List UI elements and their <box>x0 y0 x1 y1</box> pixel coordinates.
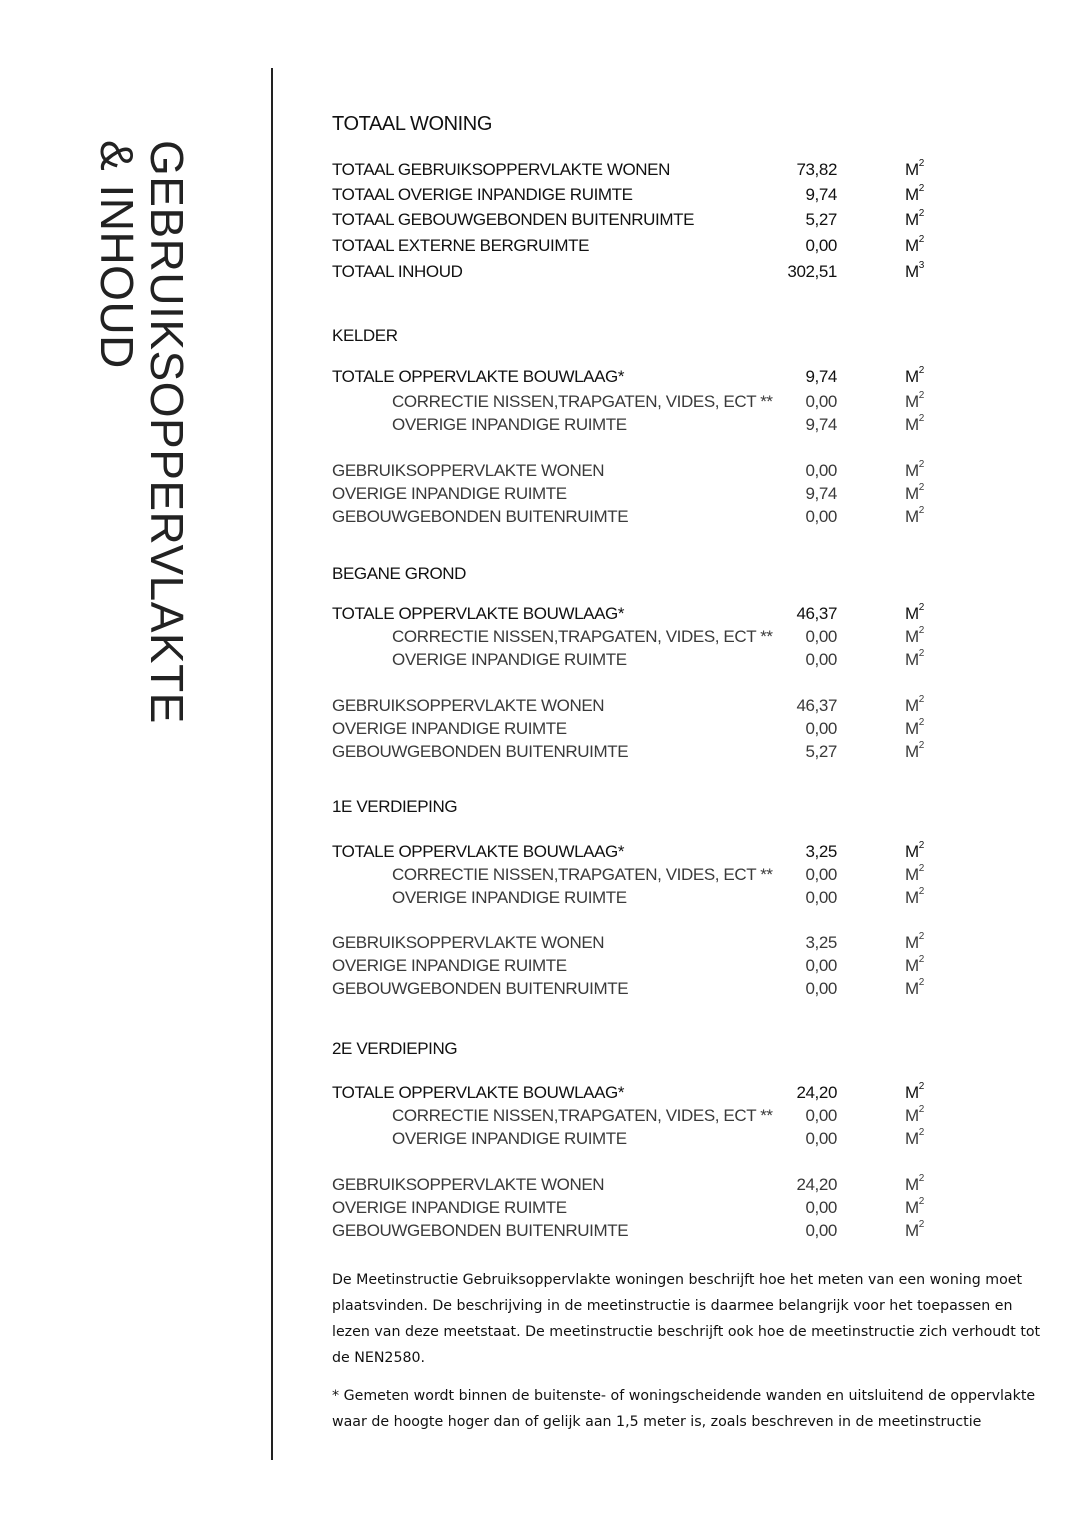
row-value: 0,00 <box>805 1106 837 1125</box>
table-row <box>332 414 932 436</box>
row-value: 0,00 <box>805 719 837 738</box>
row-value: 0,00 <box>805 956 837 975</box>
row-label: GEBRUIKSOPPERVLAKTE WONEN <box>332 1175 605 1194</box>
unit-base: M <box>905 461 919 480</box>
table-row <box>332 887 932 909</box>
unit-base: M <box>905 484 919 503</box>
unit-exponent: 2 <box>918 717 924 728</box>
unit-exponent: 2 <box>918 459 924 470</box>
totaal-heading: TOTAAL WONING <box>332 113 492 135</box>
unit-exponent: 2 <box>918 158 924 169</box>
row-label: CORRECTIE NISSEN,TRAPGATEN, VIDES, ECT ** <box>392 627 773 646</box>
table-row <box>332 1174 932 1196</box>
row-value: 0,00 <box>805 888 837 907</box>
table-row <box>332 159 932 181</box>
row-label: OVERIGE INPANDIGE RUIMTE <box>332 484 567 503</box>
unit-exponent: 2 <box>918 183 924 194</box>
row-unit <box>905 741 924 763</box>
unit-base: M <box>905 1221 919 1240</box>
table-row <box>332 718 932 740</box>
row-unit <box>905 978 924 1000</box>
row-label: CORRECTIE NISSEN,TRAPGATEN, VIDES, ECT ** <box>392 1106 773 1125</box>
table-row <box>332 209 932 231</box>
table-row <box>332 483 932 505</box>
row-label: OVERIGE INPANDIGE RUIMTE <box>392 415 627 434</box>
table-row <box>332 1105 932 1127</box>
row-value: 0,00 <box>805 392 837 411</box>
unit-base: M <box>905 160 919 179</box>
row-unit <box>905 460 924 482</box>
unit-exponent: 2 <box>918 840 924 851</box>
row-value: 9,74 <box>805 415 837 434</box>
unit-base: M <box>905 236 919 255</box>
row-value: 46,37 <box>796 604 837 623</box>
row-label: OVERIGE INPANDIGE RUIMTE <box>332 956 567 975</box>
side-title <box>92 140 192 724</box>
unit-exponent: 2 <box>918 390 924 401</box>
side-title-line1: GEBRUIKSOPPERVLAKTE <box>141 140 193 724</box>
row-value: 3,25 <box>805 933 837 952</box>
unit-base: M <box>905 842 919 861</box>
row-value: 0,00 <box>805 627 837 646</box>
row-unit <box>905 209 924 231</box>
row-unit <box>905 1082 924 1104</box>
row-label: GEBOUWGEBONDEN BUITENRUIMTE <box>332 1221 629 1240</box>
unit-base: M <box>905 888 919 907</box>
row-label: TOTALE OPPERVLAKTE BOUWLAAG* <box>332 367 625 386</box>
row-label: TOTAAL EXTERNE BERGRUIMTE <box>332 236 590 255</box>
row-label: TOTALE OPPERVLAKTE BOUWLAAG* <box>332 1083 625 1102</box>
unit-base: M <box>905 1106 919 1125</box>
section-heading: 2E VERDIEPING <box>332 1039 458 1058</box>
unit-exponent: 2 <box>918 1173 924 1184</box>
unit-exponent: 2 <box>918 234 924 245</box>
table-row <box>332 1197 932 1219</box>
unit-exponent: 3 <box>918 260 924 271</box>
row-value: 0,00 <box>805 236 837 255</box>
row-unit <box>905 626 924 648</box>
unit-exponent: 2 <box>918 1196 924 1207</box>
row-value: 73,82 <box>796 160 837 179</box>
table-row <box>332 603 932 625</box>
unit-exponent: 2 <box>918 482 924 493</box>
row-value: 0,00 <box>805 1129 837 1148</box>
unit-base: M <box>905 719 919 738</box>
unit-base: M <box>905 415 919 434</box>
row-value: 0,00 <box>805 461 837 480</box>
row-label: OVERIGE INPANDIGE RUIMTE <box>392 1129 627 1148</box>
row-value: 302,51 <box>787 262 837 281</box>
unit-exponent: 2 <box>918 625 924 636</box>
table-row <box>332 978 932 1000</box>
row-label: TOTAAL INHOUD <box>332 262 463 281</box>
row-value: 3,25 <box>805 842 837 861</box>
unit-base: M <box>905 742 919 761</box>
row-label: TOTAAL GEBOUWGEBONDEN BUITENRUIMTE <box>332 210 695 229</box>
row-value: 0,00 <box>805 1221 837 1240</box>
unit-base: M <box>905 956 919 975</box>
row-label: CORRECTIE NISSEN,TRAPGATEN, VIDES, ECT ** <box>392 865 773 884</box>
table-row <box>332 460 932 482</box>
unit-base: M <box>905 1175 919 1194</box>
vertical-divider <box>271 68 273 1460</box>
table-row <box>332 741 932 763</box>
table-row <box>332 841 932 863</box>
unit-exponent: 2 <box>918 602 924 613</box>
table-row <box>332 649 932 671</box>
unit-exponent: 2 <box>918 931 924 942</box>
unit-exponent: 2 <box>918 886 924 897</box>
row-label: TOTAAL OVERIGE INPANDIGE RUIMTE <box>332 185 633 204</box>
unit-base: M <box>905 627 919 646</box>
table-row <box>332 391 932 413</box>
row-unit <box>905 391 924 413</box>
row-unit <box>905 1128 924 1150</box>
table-row <box>332 1082 932 1104</box>
table-row <box>332 184 932 206</box>
row-unit <box>905 932 924 954</box>
row-unit <box>905 261 924 283</box>
row-label: TOTAAL GEBRUIKSOPPERVLAKTE WONEN <box>332 160 670 179</box>
unit-base: M <box>905 650 919 669</box>
row-value: 9,74 <box>805 367 837 386</box>
row-unit <box>905 506 924 528</box>
unit-base: M <box>905 1198 919 1217</box>
row-label: TOTALE OPPERVLAKTE BOUWLAAG* <box>332 604 625 623</box>
row-value: 0,00 <box>805 865 837 884</box>
unit-base: M <box>905 604 919 623</box>
row-unit <box>905 1174 924 1196</box>
section-heading: BEGANE GROND <box>332 564 467 583</box>
table-row <box>332 235 932 257</box>
unit-base: M <box>905 210 919 229</box>
row-unit <box>905 695 924 717</box>
table-row <box>332 932 932 954</box>
row-label: CORRECTIE NISSEN,TRAPGATEN, VIDES, ECT ** <box>392 392 773 411</box>
unit-base: M <box>905 507 919 526</box>
unit-exponent: 2 <box>918 740 924 751</box>
row-unit <box>905 1105 924 1127</box>
row-label: GEBOUWGEBONDEN BUITENRUIMTE <box>332 742 629 761</box>
row-unit <box>905 235 924 257</box>
unit-exponent: 2 <box>918 505 924 516</box>
unit-exponent: 2 <box>918 1104 924 1115</box>
table-row <box>332 506 932 528</box>
row-unit <box>905 1220 924 1242</box>
row-label: GEBRUIKSOPPERVLAKTE WONEN <box>332 933 605 952</box>
row-unit <box>905 841 924 863</box>
row-value: 0,00 <box>805 507 837 526</box>
unit-exponent: 2 <box>918 1219 924 1230</box>
unit-base: M <box>905 262 919 281</box>
row-value: 24,20 <box>796 1083 837 1102</box>
row-value: 0,00 <box>805 979 837 998</box>
table-row <box>332 1128 932 1150</box>
row-unit <box>905 955 924 977</box>
row-unit <box>905 366 924 388</box>
row-value: 0,00 <box>805 650 837 669</box>
unit-base: M <box>905 1129 919 1148</box>
unit-exponent: 2 <box>918 954 924 965</box>
row-value: 5,27 <box>805 210 837 229</box>
row-value: 9,74 <box>805 185 837 204</box>
note-paragraph-meetinstructie: De Meetinstructie Gebruiksoppervlakte woningen beschrijft hoe het meten van een woning moet plaatsvinden. De beschrijving in de meetinstructie is daarmee belangrijk voor het toepassen en lezen van deze meetstaat. De meetinstructie beschrijft ook hoe de meetinstructie zich verhoudt tot de NEN2580. <box>332 1272 1041 1366</box>
row-unit <box>905 483 924 505</box>
table-row <box>332 695 932 717</box>
row-label: GEBOUWGEBONDEN BUITENRUIMTE <box>332 979 629 998</box>
row-value: 5,27 <box>805 742 837 761</box>
row-unit <box>905 1197 924 1219</box>
row-unit <box>905 649 924 671</box>
row-value: 46,37 <box>796 696 837 715</box>
row-label: OVERIGE INPANDIGE RUIMTE <box>392 888 627 907</box>
unit-exponent: 2 <box>918 863 924 874</box>
row-value: 0,00 <box>805 1198 837 1217</box>
section-heading: 1E VERDIEPING <box>332 797 458 816</box>
unit-exponent: 2 <box>918 648 924 659</box>
unit-base: M <box>905 865 919 884</box>
table-row <box>332 626 932 648</box>
row-label: TOTALE OPPERVLAKTE BOUWLAAG* <box>332 842 625 861</box>
row-unit <box>905 184 924 206</box>
unit-exponent: 2 <box>918 977 924 988</box>
unit-exponent: 2 <box>918 365 924 376</box>
row-label: OVERIGE INPANDIGE RUIMTE <box>392 650 627 669</box>
unit-base: M <box>905 185 919 204</box>
table-row <box>332 955 932 977</box>
row-unit <box>905 159 924 181</box>
table-row <box>332 864 932 886</box>
unit-base: M <box>905 1083 919 1102</box>
row-value: 24,20 <box>796 1175 837 1194</box>
section-heading: KELDER <box>332 326 398 345</box>
note-paragraph-gemeten: * Gemeten wordt binnen de buitenste- of woningscheidende wanden en uitsluitend de oppervlakte waar de hoogte hoger dan of gelijk aan 1,5 meter is, zoals beschreven in de meetinstructie <box>332 1388 1036 1430</box>
row-unit <box>905 864 924 886</box>
table-row <box>332 261 932 283</box>
unit-base: M <box>905 979 919 998</box>
unit-base: M <box>905 696 919 715</box>
table-row <box>332 1220 932 1242</box>
row-label: OVERIGE INPANDIGE RUIMTE <box>332 719 567 738</box>
row-unit <box>905 414 924 436</box>
unit-base: M <box>905 392 919 411</box>
row-label: OVERIGE INPANDIGE RUIMTE <box>332 1198 567 1217</box>
row-unit <box>905 887 924 909</box>
unit-base: M <box>905 367 919 386</box>
row-label: GEBOUWGEBONDEN BUITENRUIMTE <box>332 507 629 526</box>
unit-exponent: 2 <box>918 208 924 219</box>
row-label: GEBRUIKSOPPERVLAKTE WONEN <box>332 461 605 480</box>
row-unit <box>905 718 924 740</box>
row-value: 9,74 <box>805 484 837 503</box>
unit-exponent: 2 <box>918 694 924 705</box>
side-title-line2: & INHOUD <box>91 140 143 369</box>
unit-exponent: 2 <box>918 413 924 424</box>
row-label: GEBRUIKSOPPERVLAKTE WONEN <box>332 696 605 715</box>
unit-exponent: 2 <box>918 1081 924 1092</box>
unit-exponent: 2 <box>918 1127 924 1138</box>
row-unit <box>905 603 924 625</box>
unit-base: M <box>905 933 919 952</box>
table-row <box>332 366 932 388</box>
